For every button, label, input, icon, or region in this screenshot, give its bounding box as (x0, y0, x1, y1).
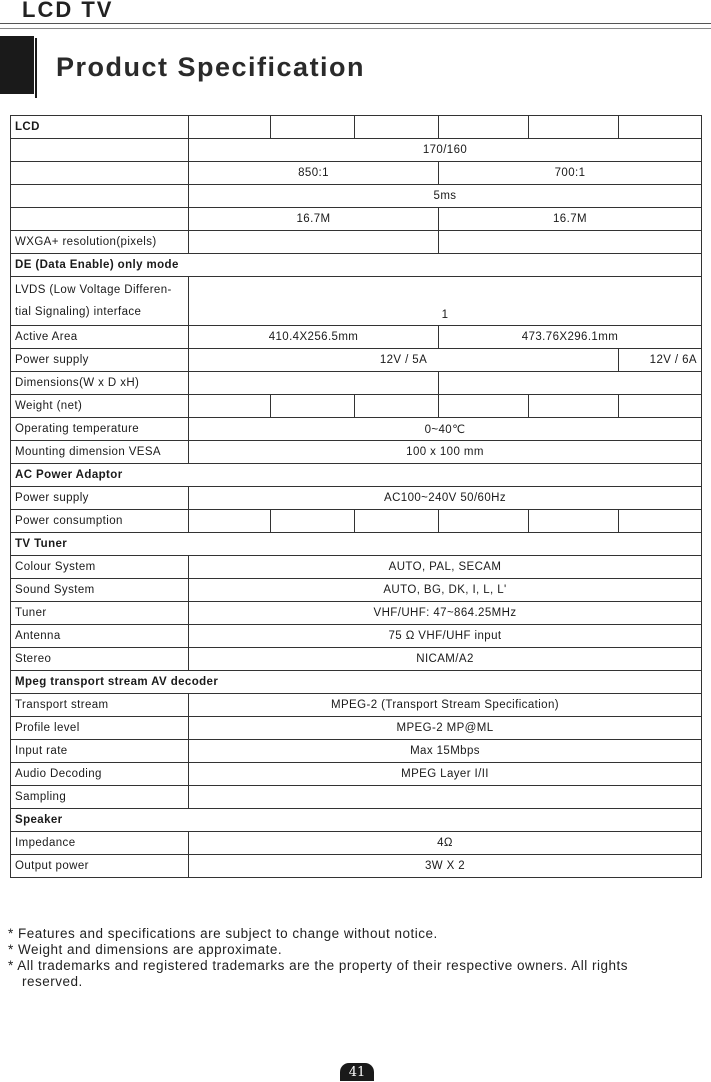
table-row (11, 162, 702, 185)
power-supply-value-a: 12V / 5A (189, 349, 619, 372)
impedance-value: 4Ω (189, 832, 702, 855)
table-row (11, 326, 702, 349)
table-row (11, 349, 702, 372)
section-ac-power: AC Power Adaptor (11, 464, 702, 487)
table-row (11, 231, 702, 254)
table-row (11, 533, 702, 556)
colour-system-value: AUTO, PAL, SECAM (189, 556, 702, 579)
dimensions-label: Dimensions(W x D xH) (11, 372, 189, 395)
transport-stream-label: Transport stream (11, 694, 189, 717)
impedance-label: Impedance (11, 832, 189, 855)
power-supply-label: Power supply (11, 349, 189, 372)
footnote: * Weight and dimensions are approximate. (8, 942, 283, 957)
header-rule (0, 23, 711, 24)
output-power-value: 3W X 2 (189, 855, 702, 878)
table-row (11, 510, 702, 533)
table-row (11, 832, 702, 855)
active-area-value-b: 473.76X296.1mm (439, 326, 702, 349)
tuner-value: VHF/UHF: 47~864.25MHz (189, 602, 702, 625)
colour-system-label: Colour System (11, 556, 189, 579)
tuner-label: Tuner (11, 602, 189, 625)
audio-decoding-label: Audio Decoding (11, 763, 189, 786)
weight-label: Weight (net) (11, 395, 189, 418)
input-rate-label: Input rate (11, 740, 189, 763)
table-row (11, 208, 702, 231)
table-row (11, 395, 702, 418)
antenna-value: 75 Ω VHF/UHF input (189, 625, 702, 648)
contrast-value-b: 700:1 (439, 162, 702, 185)
footnote: * Features and specifications are subject to change without notice. (8, 926, 438, 941)
profile-level-value: MPEG-2 MP@ML (189, 717, 702, 740)
spec-table (10, 115, 702, 878)
ac-supply-label: Power supply (11, 487, 189, 510)
table-row (11, 717, 702, 740)
sound-system-label: Sound System (11, 579, 189, 602)
footnotes (8, 926, 698, 990)
table-row (11, 740, 702, 763)
colors-value-b: 16.7M (439, 208, 702, 231)
title-block-marker (0, 36, 34, 94)
section-speaker: Speaker (11, 809, 702, 832)
table-row (11, 579, 702, 602)
section-tv-tuner: TV Tuner (11, 533, 702, 556)
operating-temp-label: Operating temperature (11, 418, 189, 441)
contrast-value-a: 850:1 (189, 162, 439, 185)
table-row (11, 786, 702, 809)
header-rule-thin (0, 28, 711, 29)
resolution-label: WXGA+ resolution(pixels) (11, 231, 189, 254)
de-mode-label: DE (Data Enable) only mode (11, 254, 702, 277)
product-header: LCD TV (22, 0, 114, 22)
mounting-label: Mounting dimension VESA (11, 441, 189, 464)
table-row (11, 556, 702, 579)
table-row (11, 694, 702, 717)
footnote: * All trademarks and registered trademarks are the property of their respective owners. All rights (8, 958, 629, 973)
ac-supply-value: AC100~240V 50/60Hz (189, 487, 702, 510)
table-row (11, 625, 702, 648)
stereo-value: NICAM/A2 (189, 648, 702, 671)
footnote-continuation: reserved. (22, 974, 83, 989)
table-row (11, 809, 702, 832)
operating-temp-value: 0~40℃ (189, 418, 702, 441)
active-area-value-a: 410.4X256.5mm (189, 326, 439, 349)
section-lcd: LCD (11, 116, 189, 139)
table-row (11, 671, 702, 694)
input-rate-value: Max 15Mbps (189, 740, 702, 763)
colors-value-a: 16.7M (189, 208, 439, 231)
sound-system-value: AUTO, BG, DK, I, L, L' (189, 579, 702, 602)
stereo-label: Stereo (11, 648, 189, 671)
audio-decoding-value: MPEG Layer I/II (189, 763, 702, 786)
table-row (11, 648, 702, 671)
table-row (11, 464, 702, 487)
lvds-value: 1 (189, 277, 702, 326)
table-row (11, 254, 702, 277)
section-mpeg: Mpeg transport stream AV decoder (11, 671, 702, 694)
power-supply-value-b: 12V / 6A (619, 349, 702, 372)
antenna-label: Antenna (11, 625, 189, 648)
table-row (11, 418, 702, 441)
lvds-label: LVDS (Low Voltage Differen- tial Signaling) interface (11, 277, 189, 326)
table-row (11, 855, 702, 878)
table-row (11, 602, 702, 625)
output-power-label: Output power (11, 855, 189, 878)
table-row (11, 763, 702, 786)
profile-level-label: Profile level (11, 717, 189, 740)
table-row (11, 139, 702, 162)
table-row (11, 277, 702, 326)
brightness-value: 170/160 (189, 139, 702, 162)
response-time-value: 5ms (189, 185, 702, 208)
table-row (11, 116, 702, 139)
table-row (11, 372, 702, 395)
title-block-edge (35, 38, 45, 98)
mounting-value: 100 x 100 mm (189, 441, 702, 464)
sampling-label: Sampling (11, 786, 189, 809)
table-row (11, 441, 702, 464)
transport-stream-value: MPEG-2 (Transport Stream Specification) (189, 694, 702, 717)
page-number: 41 (340, 1063, 374, 1081)
page-title: Product Specification (56, 52, 366, 82)
power-consumption-label: Power consumption (11, 510, 189, 533)
table-row (11, 487, 702, 510)
active-area-label: Active Area (11, 326, 189, 349)
table-row (11, 185, 702, 208)
